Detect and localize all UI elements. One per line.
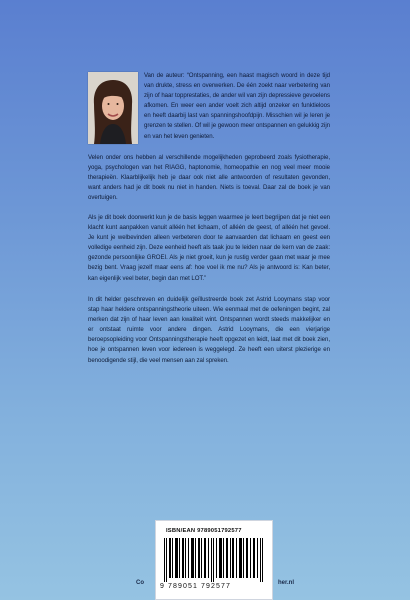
barcode-label — [155, 520, 273, 600]
barcode-icon — [164, 538, 264, 582]
isbn-text: ISBN/EAN 9789051792577 — [166, 528, 242, 534]
publisher-text-right: her.nl — [278, 580, 295, 586]
blurb-paragraph-3: Als je dit boek doorwerkt kun je de basis leggen waarmee je leert begrijpen dat je niet een klacht kunt aanpakken vanuit alléén het lichaam, of alléén de geest, of alléén het gevoel. Je kunt je welbevinden alleen verbeteren door te aanvaarden dat lichaam en geest een volledige eenheid zijn. Deze eenheid heeft als taak jou te leiden naar de kern van de zaak: gezonde persoonlijke GROEI. Als je niet groeit, kun je rustig verder gaan met waar je mee bezig bent. Vraag jezelf maar eens af: hoe voel ik me nu? Als je antwoord is: Kan beter, kan eigenlijk veel beter, begin dan met LOT.” — [88, 214, 330, 282]
author-photo — [88, 72, 138, 144]
blurb-paragraph-4: In dit helder geschreven en duidelijk geïllustreerde boek zet Astrid Looymans stap voor stap haar heldere ontspanningstheorie uiteen. Wie eenmaal met de oefeningen begint, zal merken dat zijn of haar leven aan kwaliteit wint. Ontspannen wordt steeds makkelijker en er ontstaat ruimte voor andere dingen. Astrid Looymans, die een vierjarige beroepsopleiding voor Ontspanningstherapie heeft opgezet en leidt, laat met dit boek zien, hoe je ontspannen leven voor iedereen is weggelegd. Ze heeft een uiterst plezierige en benoodigende stijl, die veel mensen aan zal spreken. — [88, 296, 330, 364]
barcode-number: 9 789051 792577 — [160, 583, 231, 590]
blurb-paragraph-2: Velen onder ons hebben al verschillende mogelijkheden geprobeerd zoals fysiotherapie, yoga, psychologen van het RIAGG, haptonomie, homeopathie en nog veel meer mooie therapieën. Klaarblijkelijk heb je daar ook niet alle antwoorden of resultaten gevonden, want anders had je dit boek nu niet in handen. Niets is toeval. Daar zal de boek je van overtuigen. — [88, 154, 330, 202]
publisher-text-left: Co — [136, 580, 144, 586]
blurb-paragraph-1: Van de auteur: “Ontspanning, een haast magisch woord in deze tijd van drukte, stress en overwerken. De één zoekt naar verbetering van zijn of haar topprestaties, de ander wil van zijn depressieve gevoelens afkomen. En weer een ander voelt zich altijd onzeker en funktieloos en heeft daarbij last van spanningshoofdpijn. Misschien wil je leren je grenzen te stellen. Of wil je gewoon meer ontspannen en gelukkig zijn en van het leven genieten. — [144, 72, 330, 140]
